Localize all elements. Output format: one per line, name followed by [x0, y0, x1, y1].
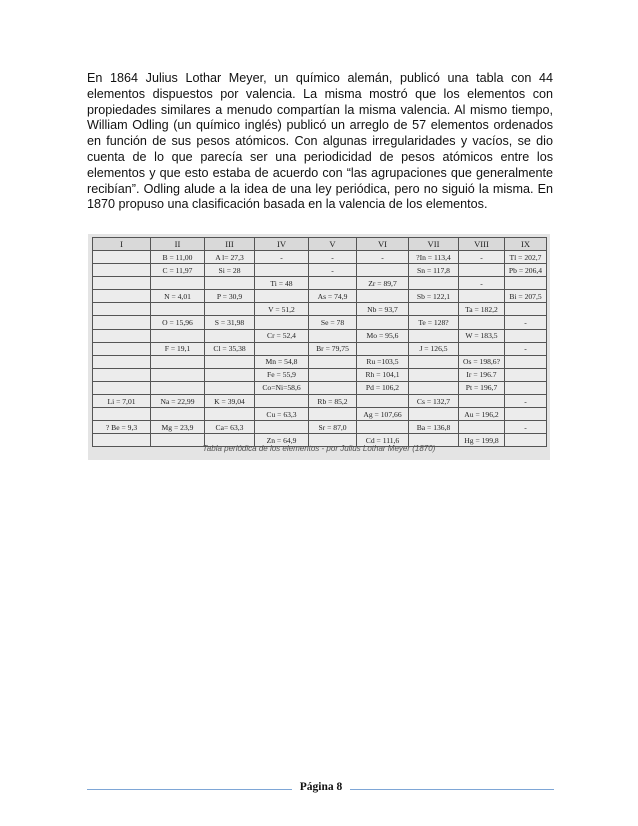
table-cell: [93, 408, 151, 421]
table-cell: Te = 128?: [409, 316, 459, 329]
table-cell: [309, 381, 357, 394]
table-cell: Sr = 87,0: [309, 421, 357, 434]
table-cell: [409, 368, 459, 381]
table-cell: [459, 264, 505, 277]
table-cell: Ru =103,5: [357, 355, 409, 368]
table-cell: -: [505, 316, 547, 329]
column-header: I: [93, 238, 151, 251]
table-cell: Se = 78: [309, 316, 357, 329]
table-row: [93, 421, 547, 434]
table-row: [93, 329, 547, 342]
table-cell: -: [505, 421, 547, 434]
column-header: VI: [357, 238, 409, 251]
body-paragraph: En 1864 Julius Lothar Meyer, un químico alemán, publicó una tabla con 44 elementos dispuestos por valencia. La misma mostró que los elementos con propiedades similares a menudo compartían la misma valencia. Al mismo tiempo, William Odling (un químico inglés) publicó un arreglo de 57 elementos ordenados en función de sus pesos atómicos. Con algunas irregularidades y vacíos, se dio cuenta de lo que parecía ser una periodicidad de pesos atómicos entre los elementos y que esto estaba de acuerdo con “las agrupaciones que generalmente recibían”. Odling alude a la idea de una ley periódica, pero no siguió la misma. En 1870 propuso una clasificación basada en la valencia de los elementos.: [87, 71, 553, 212]
table-cell: Cl = 35,38: [205, 342, 255, 355]
periodic-table-figure: [88, 234, 550, 460]
table-cell: -: [357, 251, 409, 264]
table-cell: [93, 277, 151, 290]
table-cell: [255, 316, 309, 329]
table-cell: [255, 395, 309, 408]
table-cell: K = 39,04: [205, 395, 255, 408]
table-cell: [151, 329, 205, 342]
table-cell: J = 126,5: [409, 342, 459, 355]
table-cell: Sn = 117,8: [409, 264, 459, 277]
table-cell: [205, 408, 255, 421]
table-cell: [505, 277, 547, 290]
table-cell: Ag = 107,66: [357, 408, 409, 421]
table-cell: [255, 342, 309, 355]
table-cell: [255, 264, 309, 277]
table-cell: [309, 329, 357, 342]
table-cell: [357, 395, 409, 408]
table-cell: ?In = 113,4: [409, 251, 459, 264]
table-cell: Cs = 132,7: [409, 395, 459, 408]
table-cell: ? Be = 9,3: [93, 421, 151, 434]
table-cell: Fe = 55,9: [255, 368, 309, 381]
table-cell: [93, 368, 151, 381]
table-cell: [505, 303, 547, 316]
table-row: [93, 290, 547, 303]
table-cell: [459, 395, 505, 408]
table-cell: [205, 368, 255, 381]
table-row: [93, 303, 547, 316]
table-cell: [93, 264, 151, 277]
table-cell: [93, 303, 151, 316]
table-cell: Co=Ni=58,6: [255, 381, 309, 394]
page-number: Página 8: [299, 781, 343, 793]
table-body: [93, 251, 547, 447]
table-cell: [93, 290, 151, 303]
table-row: [93, 251, 547, 264]
figure-caption: Tabla periódica de los elementos - por Julius Lothar Meyer (1870): [202, 444, 436, 453]
table-cell: -: [459, 277, 505, 290]
table-cell: [255, 421, 309, 434]
table-cell: Hg = 199,8: [459, 434, 505, 447]
footer-rule-left: [87, 789, 292, 790]
table-cell: O = 15,96: [151, 316, 205, 329]
table-cell: [357, 421, 409, 434]
table-cell: Os = 198,6?: [459, 355, 505, 368]
table-cell: C = 11,97: [151, 264, 205, 277]
table-cell: Na = 22,99: [151, 395, 205, 408]
table-cell: Au = 196,2: [459, 408, 505, 421]
table-cell: Cu = 63,3: [255, 408, 309, 421]
table-cell: Ti = 48: [255, 277, 309, 290]
table-cell: [93, 381, 151, 394]
table-header-row: [93, 238, 547, 251]
table-row: [93, 408, 547, 421]
table-cell: Mg = 23,9: [151, 421, 205, 434]
table-cell: -: [255, 251, 309, 264]
table-row: [93, 277, 547, 290]
table-row: [93, 316, 547, 329]
table-cell: Ir = 196.7: [459, 368, 505, 381]
table-cell: [151, 355, 205, 368]
table-cell: V = 51,2: [255, 303, 309, 316]
table-cell: [409, 355, 459, 368]
table-cell: [505, 408, 547, 421]
table-cell: [205, 329, 255, 342]
table-cell: Ba = 136,8: [409, 421, 459, 434]
table-cell: [409, 277, 459, 290]
table-cell: [409, 381, 459, 394]
table-cell: [459, 316, 505, 329]
table-row: [93, 381, 547, 394]
table-cell: [505, 381, 547, 394]
table-cell: [309, 355, 357, 368]
column-header: V: [309, 238, 357, 251]
table-row: [93, 368, 547, 381]
column-header: VIII: [459, 238, 505, 251]
table-cell: P = 30,9: [205, 290, 255, 303]
table-cell: [93, 316, 151, 329]
table-cell: Pd = 106,2: [357, 381, 409, 394]
table-cell: Br = 79,75: [309, 342, 357, 355]
column-header: II: [151, 238, 205, 251]
table-cell: -: [459, 251, 505, 264]
table-cell: Rh = 104,1: [357, 368, 409, 381]
table-cell: [205, 277, 255, 290]
table-row: [93, 342, 547, 355]
table-cell: Tl = 202,7: [505, 251, 547, 264]
table-cell: Bi = 207,5: [505, 290, 547, 303]
table-cell: Si = 28: [205, 264, 255, 277]
table-cell: B = 11,00: [151, 251, 205, 264]
column-header: IV: [255, 238, 309, 251]
table-cell: -: [309, 264, 357, 277]
table-row: [93, 355, 547, 368]
table-cell: [93, 329, 151, 342]
table-cell: Sb = 122,1: [409, 290, 459, 303]
table-cell: Rb = 85,2: [309, 395, 357, 408]
table-cell: [459, 342, 505, 355]
table-cell: [309, 303, 357, 316]
table-cell: [309, 368, 357, 381]
table-cell: N = 4,01: [151, 290, 205, 303]
table-cell: [505, 368, 547, 381]
table-cell: W = 183,5: [459, 329, 505, 342]
table-cell: [151, 368, 205, 381]
table-cell: [459, 290, 505, 303]
table-cell: Pt = 196,7: [459, 381, 505, 394]
table-cell: Ta = 182,2: [459, 303, 505, 316]
table-cell: [93, 355, 151, 368]
table-row: [93, 395, 547, 408]
table-cell: [93, 342, 151, 355]
table-cell: [505, 329, 547, 342]
table-cell: As = 74,9: [309, 290, 357, 303]
table-cell: [255, 290, 309, 303]
table-cell: [309, 277, 357, 290]
table-cell: [151, 277, 205, 290]
table-cell: Cd = 111,6: [357, 434, 409, 447]
table-cell: A l= 27,3: [205, 251, 255, 264]
table-cell: Ca= 63,3: [205, 421, 255, 434]
table-cell: F = 19,1: [151, 342, 205, 355]
table-cell: -: [505, 395, 547, 408]
table-cell: Mo = 95,6: [357, 329, 409, 342]
table-cell: [205, 381, 255, 394]
table-cell: [459, 421, 505, 434]
table-cell: [205, 303, 255, 316]
table-cell: [151, 381, 205, 394]
table-cell: Li = 7,01: [93, 395, 151, 408]
table-cell: [151, 303, 205, 316]
table-cell: Zr = 89,7: [357, 277, 409, 290]
table-cell: [357, 316, 409, 329]
table-row: [93, 264, 547, 277]
column-header: III: [205, 238, 255, 251]
table-cell: Nb = 93,7: [357, 303, 409, 316]
column-header: IX: [505, 238, 547, 251]
table-cell: [357, 342, 409, 355]
table-cell: Zn = 64,9: [255, 434, 309, 447]
table-cell: [409, 408, 459, 421]
table-cell: [409, 329, 459, 342]
table-cell: -: [505, 342, 547, 355]
table-cell: Pb = 206,4: [505, 264, 547, 277]
table-cell: S = 31,98: [205, 316, 255, 329]
table-cell: [205, 355, 255, 368]
table-cell: [93, 251, 151, 264]
table-cell: [357, 264, 409, 277]
table-cell: Mn = 54,8: [255, 355, 309, 368]
column-header: VII: [409, 238, 459, 251]
table-cell: [309, 408, 357, 421]
table-cell: [505, 355, 547, 368]
footer-rule-right: [350, 789, 554, 790]
periodic-table: [92, 237, 547, 447]
table-cell: -: [309, 251, 357, 264]
table-cell: [151, 408, 205, 421]
table-cell: [409, 303, 459, 316]
table-cell: [357, 290, 409, 303]
table-cell: Cr = 52,4: [255, 329, 309, 342]
